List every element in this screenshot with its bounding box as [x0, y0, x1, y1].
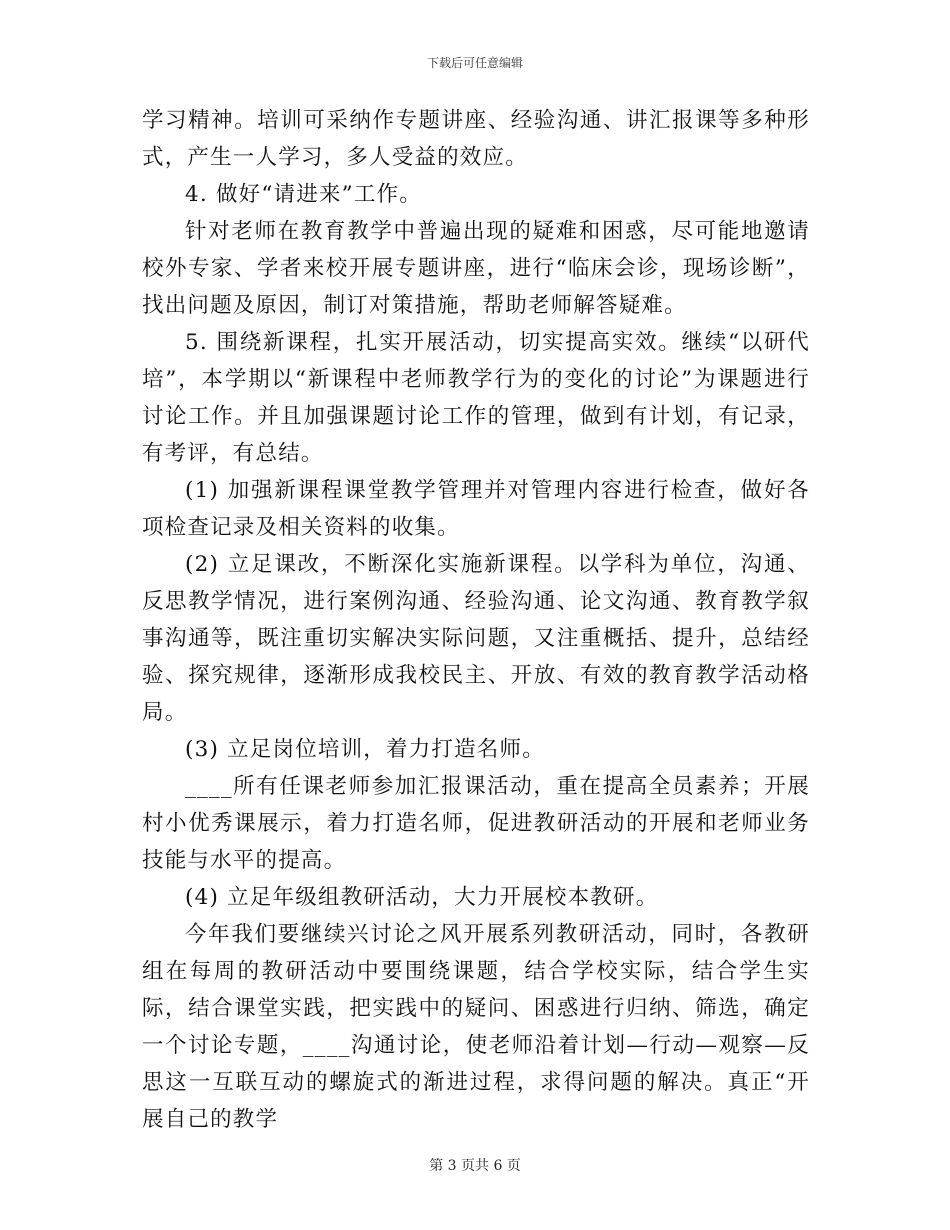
page-header: 下载后可任意编辑: [426, 56, 523, 70]
paragraph: 学习精神。培训可采纳作专题讲座、经验沟通、讲汇报课等多种形式，产生一人学习，多人受益的效应。: [142, 108, 810, 170]
paragraph: ____所有任课老师参加汇报课活动，重在提高全员素养；开展村小优秀课展示，着力打造名师，促进教研活动的开展和老师业务技能与水平的提高。: [142, 774, 810, 873]
paragraph: (2) 立足课改，不断深化实施新课程。以学科为单位，沟通、反思教学情况，进行案例沟通、经验沟通、论文沟通、教育教学叙事沟通等，既注重切实解决实际问题，又注重概括、提升，总结经验、探究规律，逐渐形成我校民主、开放、有效的教育教学活动格局。: [142, 552, 810, 725]
paragraph: (4) 立足年级组教研活动，大力开展校本教研。: [185, 885, 659, 910]
page-number: 第 3 页共 6 页: [429, 1158, 521, 1174]
paragraph: (3) 立足岗位培训，着力打造名师。: [185, 737, 545, 762]
paragraph: 5. 围绕新课程，扎实开展活动，切实提高实效。继续“以研代培”，本学期以“新课程中老师教学行为的变化的讨论”为课题进行讨论工作。并且加强课题讨论工作的管理，做到有计划，有记录，有考评，有总结。: [142, 330, 810, 466]
paragraph: 4. 做好“请进来”工作。: [185, 182, 422, 207]
document-body: [142, 102, 810, 1138]
paragraph: (1) 加强新课程课堂教学管理并对管理内容进行检查，做好各项检查记录及相关资料的收集。: [142, 478, 810, 540]
paragraph: 今年我们要继续兴讨论之风开展系列教研活动，同时，各教研组在每周的教研活动中要围绕课题，结合学校实际，结合学生实际，结合课堂实践，把实践中的疑问、困惑进行归纳、筛选，确定一个讨论专题，____沟通讨论，使老师沿着计划—行动—观察—反思这一互联互动的螺旋式的渐进过程，求得问题的解决。真正“开展自己的教学: [142, 922, 810, 1132]
paragraph: 针对老师在教育教学中普遍出现的疑难和困惑，尽可能地邀请校外专家、学者来校开展专题讲座，进行“临床会诊，现场诊断”，找出问题及原因，制订对策措施，帮助老师解答疑难。: [142, 219, 810, 318]
